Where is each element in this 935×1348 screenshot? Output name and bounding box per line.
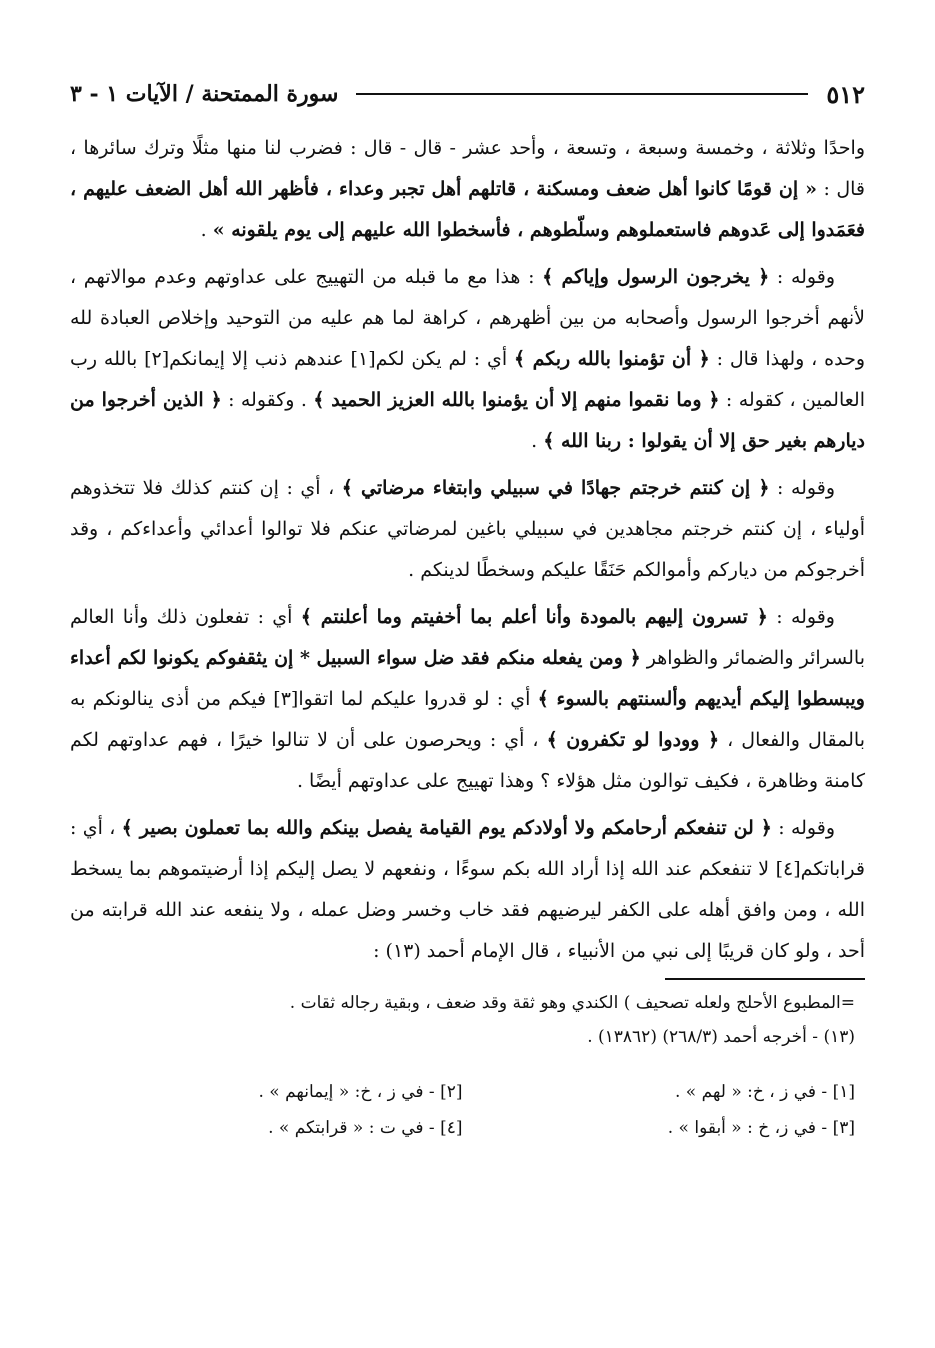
page-number: ٥١٢	[826, 79, 865, 109]
commentary-text: : هذا مع ما قبله من التهييج على عداوتهم وعدم موالاتهم ، لأنهم أخرجوا الرسول وأصحابه من بين أظهرهم ، كراهة لما هم عليه من التوحيد وإخلاص العبادة لله وحده ، ولهذا قال :	[70, 266, 866, 370]
body-text	[70, 128, 865, 972]
paragraph-5	[70, 808, 865, 972]
paragraph-3	[70, 468, 865, 591]
commentary-text: وقوله :	[769, 477, 835, 499]
commentary-text: ، أي : ويحرصون على أن لا تنالوا خيرًا ، فهم عداوتهم لكم كامنة وظاهرة ، فكيف توالون مثل هؤلاء ؟ وهذا تهييج على عداوتهم أيضًا .	[70, 729, 865, 792]
variant-note-2: [٢] - في ز ، خ: « إيمانهم » .	[258, 1082, 463, 1102]
commentary-text: أي : تفعلون ذلك وأنا العالم بالسرائر والضمائر والظواهر	[70, 606, 865, 669]
quote-text: ﴿ وودوا لو تكفرون ﴾	[546, 729, 720, 751]
paragraph-2	[70, 257, 865, 462]
quote-text: ﴿ لن تنفعكم أرحامكم ولا أولادكم يوم القيامة يفصل بينكم والله بما تعملون بصير ﴾	[121, 817, 772, 839]
paragraph-1	[70, 128, 865, 251]
footnote-rule	[665, 978, 865, 980]
paragraph-4	[70, 597, 865, 802]
commentary-text: وقوله :	[771, 817, 835, 839]
commentary-text: واحدًا وثلاثة ، وخمسة وسبعة ، وتسعة ، وأحد عشر - قال - قال : فضرب لنا منها مثلًا وترك سائرها ، قال :	[70, 137, 865, 200]
header-rule	[356, 93, 808, 95]
footnote-13: (١٣) - أخرجه أحمد (٢٦٨/٣) (١٣٨٦٢) .	[587, 1027, 855, 1047]
quote-text: ﴿ الذين أخرجوا من ديارهم بغير حق إلا أن يقولوا : ربنا الله ﴾	[70, 389, 865, 452]
quote-text: ﴿ ومن يفعله منكم فقد ضل سواء السبيل * إن يثقفوكم يكونوا لكم أعداء ويبسطوا إليكم أيديهم وألسنتهم بالسوء ﴾	[70, 647, 865, 710]
variant-note-3: [٣] - في ز، خ : « أبقوا » .	[667, 1118, 855, 1138]
quote-text: ﴿ إن كنتم خرجتم جهادًا في سبيلي وابتغاء مرضاتي ﴾	[341, 477, 770, 499]
commentary-text: أي : لو قدروا عليكم لما اتقوا[٣] فيكم من أذى ينالونكم به بالمقال والفعال ،	[70, 688, 865, 751]
commentary-text: أي : لم يكن لكم[١] عندهم ذنب إلا إيمانكم[٢] بالله رب العالمين ، كقوله :	[70, 348, 865, 411]
commentary-text: وقوله :	[769, 266, 836, 288]
quote-text: ﴿ وما نقموا منهم إلا أن يؤمنوا بالله العزيز الحميد ﴾	[313, 389, 720, 411]
quote-text: ﴿ يخرجون الرسول وإياكم ﴾	[542, 266, 770, 288]
quote-text: ﴿ تسرون إليهم بالمودة وأنا أعلم بما أخفيتم وما أعلنتم ﴾	[300, 606, 768, 628]
commentary-text: ، أي : إن كنتم كذلك فلا تتخذوهم أولياء ، إن كنتم خرجتم مجاهدين في سبيلي باغين لمرضاتي عنكم فلا توالوا أعدائي وأعداءكم ، وقد أخرجوكم من دياركم وأموالكم حَنَقًا عليكم وسخطًا لدينكم .	[70, 477, 865, 581]
variant-note-1: [١] - في ز ، خ: « لهم » .	[674, 1082, 855, 1102]
commentary-text: ، أي : قراباتكم[٤] لا تنفعكم عند الله إذا أراد الله بكم سوءًا ، ونفعهم لا يصل إليكم إذا أرضيتموهم بما يسخط الله ، ومن وافق أهله على الكفر ليرضيهم فقد خاب وخسر وضل عمله ، ولا ينفعه عند الله قرابته من أحد ، ولو كان قريبًا إلى نبي من الأنبياء ، قال الإمام أحمد (١٣) :	[70, 817, 865, 962]
variant-readings	[70, 1076, 865, 1144]
commentary-text: وقوله :	[767, 606, 835, 628]
commentary-text: .	[200, 219, 213, 241]
quote-text: « إن قومًا كانوا أهل ضعف ومسكنة ، قاتلهم أهل تجبر وعداء ، فأظهر الله أهل الضعف عليهم ، فعَمَدوا إلى عَدوهم فاستعملوهم وسلّطوهم ، فأسخطوا الله عليهم إلى يوم يلقونه »	[70, 178, 865, 241]
footnote-continuation: =المطبوع الأحلج ولعله تصحيف ) الكندي وهو ثقة وقد ضعف ، وبقية رجاله ثقات .	[289, 993, 855, 1013]
quote-text: ﴿ أن تؤمنوا بالله ربكم ﴾	[514, 348, 710, 370]
page-header	[70, 74, 865, 114]
commentary-text: . وكقوله :	[221, 389, 314, 411]
running-title: سورة الممتحنة / الآيات ١ - ٣	[70, 81, 339, 107]
variant-note-4: [٤] - في ت : « قرابتكم » .	[268, 1118, 463, 1138]
commentary-text: .	[531, 430, 544, 452]
